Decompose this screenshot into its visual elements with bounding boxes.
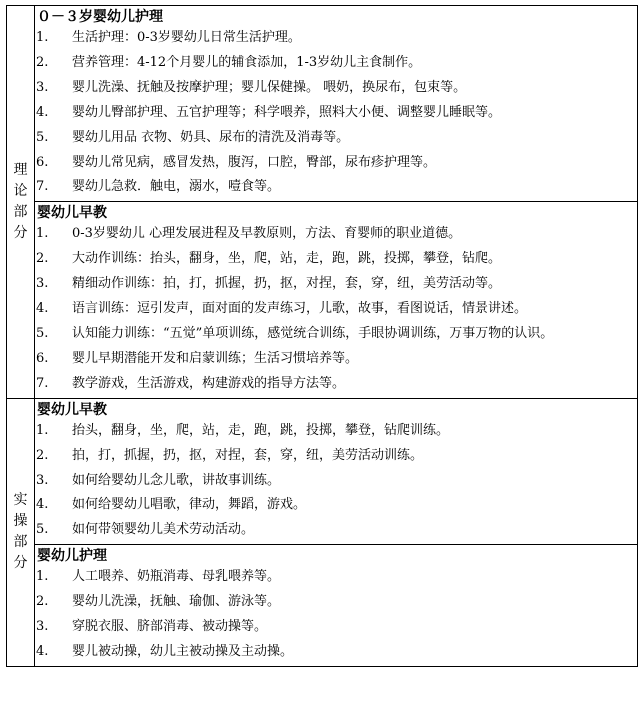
- section-title: 婴幼儿护理: [37, 548, 107, 565]
- list-item-text: 语言训练：逗引发声，面对面的发声练习，儿歌，故事，看图说话，情景讲述。: [72, 301, 528, 317]
- list-item: [35, 347, 637, 372]
- list-item-number: 2.: [36, 54, 49, 70]
- list-item: [35, 51, 637, 76]
- list-item: [35, 493, 637, 518]
- list-item-number: 1.: [36, 226, 49, 242]
- list-item-text: 抬头，翻身，坐，爬，站，走，跑，跳，投掷，攀登，钻爬训练。: [72, 422, 450, 438]
- list-item-number: 1.: [36, 30, 49, 45]
- list-item-number: 4.: [36, 643, 49, 659]
- list-item: [35, 175, 637, 200]
- section-title: 婴幼儿早教: [37, 401, 107, 418]
- list-item-text: 精细动作训练：拍，打，抓握，扔，抠，对捏，套，穿，纽，美劳活动等。: [72, 276, 502, 292]
- section-title: 婴幼儿早教: [37, 205, 107, 222]
- list-item: [35, 372, 637, 397]
- list-item-text: 婴儿洗澡、抚触及按摩护理；婴儿保健操。 喂奶，换尿布，包束等。: [72, 79, 467, 95]
- list-item-number: 3.: [36, 619, 49, 635]
- list-item-number: 2.: [36, 594, 49, 610]
- section-cell: [35, 398, 638, 545]
- list-item-text: 婴幼儿急救．触电，溺水，噎食等。: [72, 179, 281, 195]
- list-item-text: 如何给婴幼儿唱歌，律动，舞蹈，游戏。: [72, 497, 307, 513]
- list-item-number: 4.: [36, 104, 49, 120]
- list-item: [35, 272, 637, 297]
- list-item-number: 1.: [36, 569, 49, 585]
- list-item-number: 7.: [36, 179, 49, 195]
- list-item: [35, 151, 637, 176]
- list-item: [35, 222, 637, 247]
- list-item-number: 6.: [36, 154, 49, 170]
- list-item: [35, 419, 637, 444]
- list-item-text: 婴幼儿洗澡，抚触、瑜伽、游泳等。: [72, 594, 281, 610]
- list-item-number: 5.: [36, 129, 49, 145]
- theory-part-label-cell: [7, 6, 35, 399]
- list-item-text: 婴幼儿常见病，感冒发热，腹泻，口腔，臀部，尿布疹护理等。: [72, 154, 437, 170]
- list-item: [35, 469, 637, 494]
- list-item: [35, 247, 637, 272]
- list-item-text: 认知能力训练：“五觉”单项训练，感觉统合训练，手眼协调训练，万事万物的认识。: [72, 325, 554, 341]
- list-item-text: 0-3岁婴幼儿 心理发展进程及早教原则，方法、育婴师的职业道德。: [72, 226, 462, 242]
- list-item: [35, 640, 637, 665]
- list-item-text: 如何带领婴幼儿美术劳动活动。: [72, 522, 255, 538]
- theory-part-label: 理论部分: [13, 161, 28, 241]
- section-cell: [35, 545, 638, 667]
- curriculum-table: [6, 5, 638, 667]
- list-item: [35, 76, 637, 101]
- section-cell: [35, 202, 638, 398]
- list-item: [35, 126, 637, 151]
- list-item-text: 教学游戏，生活游戏，构建游戏的指导方法等。: [72, 375, 346, 391]
- list-item-text: 婴儿早期潜能开发和启蒙训练；生活习惯培养等。: [72, 350, 359, 366]
- list-item-number: 4.: [36, 497, 49, 513]
- list-item-number: 2.: [36, 447, 49, 463]
- list-item-number: 7.: [36, 375, 49, 391]
- section-cell: [35, 6, 638, 202]
- list-item-text: 拍，打，抓握，扔，抠，对捏，套，穿，纽，美劳活动训练。: [72, 447, 424, 463]
- practice-part-label-cell: [7, 398, 35, 666]
- list-item-text: 婴儿被动操，幼儿主被动操及主动操。: [72, 643, 294, 659]
- list-item: [35, 565, 637, 590]
- list-item: [35, 101, 637, 126]
- list-item: [35, 615, 637, 640]
- list-item-text: 大动作训练：抬头，翻身，坐，爬，站，走，跑，跳，投掷，攀登，钻爬。: [72, 251, 502, 267]
- list-item-number: 1.: [36, 422, 49, 438]
- practice-part-label: 实操部分: [13, 492, 28, 572]
- list-item-number: 5.: [36, 522, 49, 538]
- list-item-number: 4.: [36, 301, 49, 317]
- list-item: [35, 444, 637, 469]
- list-item: [35, 590, 637, 615]
- theory-section-row: [7, 202, 638, 398]
- list-item-number: 6.: [36, 350, 49, 366]
- list-item-number: 3.: [36, 79, 49, 95]
- list-item-text: 如何给婴幼儿念儿歌，讲故事训练。: [72, 472, 281, 488]
- list-item: [35, 297, 637, 322]
- list-item-text: 婴幼儿用品 衣物、奶具、尿布的清洗及消毒等。: [72, 129, 350, 145]
- list-item-text: 穿脱衣服、脐部消毒、被动操等。: [72, 619, 268, 635]
- list-item: [35, 26, 637, 51]
- list-item-number: 3.: [36, 472, 49, 488]
- practice-section-row: [7, 398, 638, 545]
- list-item-number: 3.: [36, 276, 49, 292]
- list-item-number: 2.: [36, 251, 49, 267]
- list-item-number: 5.: [36, 325, 49, 341]
- list-item-text: 婴幼儿臀部护理、五官护理等；科学喂养，照料大小便、调整婴儿睡眠等。: [72, 104, 502, 120]
- list-item-text: 生活护理：0-3岁婴幼儿日常生活护理。: [72, 30, 301, 45]
- practice-section-row: [7, 545, 638, 667]
- list-item: [35, 518, 637, 543]
- theory-section-row: [7, 6, 638, 202]
- list-item-text: 人工喂养、奶瓶消毒、母乳喂养等。: [72, 569, 281, 585]
- list-item-text: 营养管理：4-12个月婴儿的辅食添加，1-3岁幼儿主食制作。: [72, 54, 422, 70]
- list-item: [35, 322, 637, 347]
- section-title: ０－３岁婴幼儿护理: [37, 9, 163, 25]
